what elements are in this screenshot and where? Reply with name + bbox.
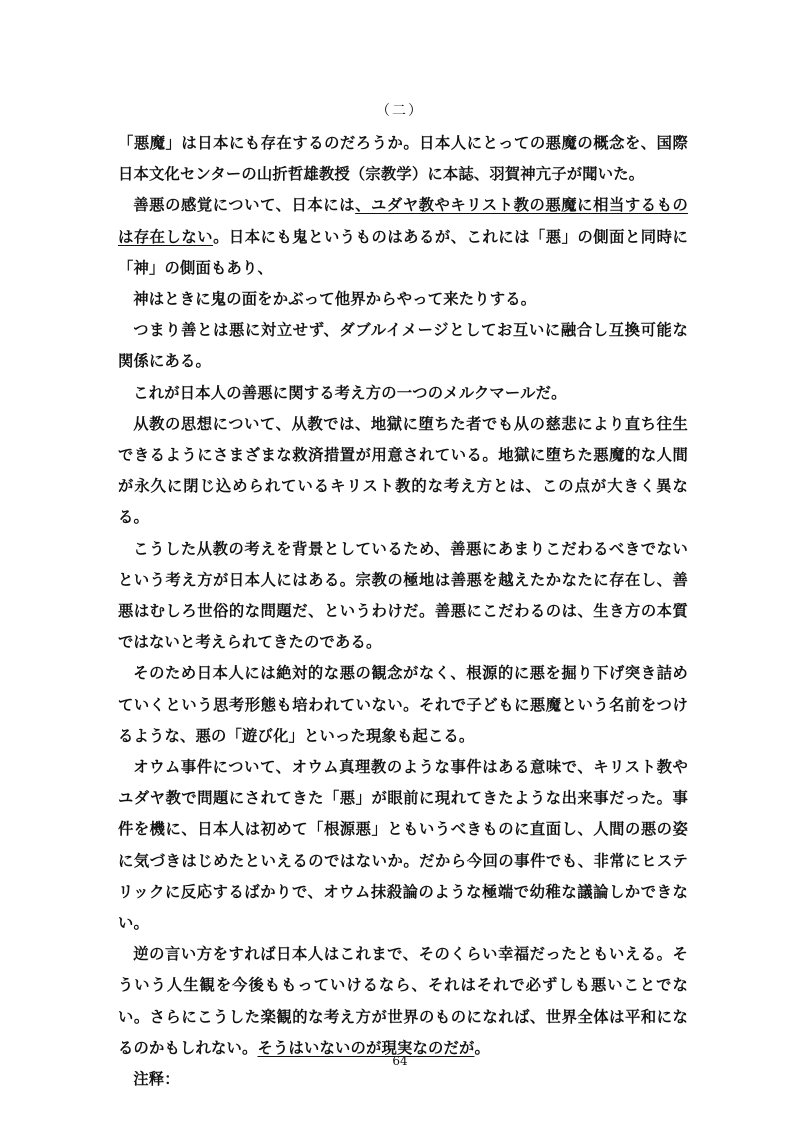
text-segment: 。 <box>474 1038 490 1057</box>
body-text <box>118 128 688 1095</box>
text-segment: これが日本人の善悪に関する考え方の一つのメルクマールだ。 <box>133 383 567 402</box>
paragraph <box>118 939 688 1064</box>
underlined-text: そうはいないのが現実なのだが <box>257 1038 475 1057</box>
text-segment: 逆の言い方をすれば日本人はこれまで、そのくらい幸福だったともいえる。そういう人生観を今後ももっていけるなら、それはそれで必ずしも悪いことでない。さらにこうした楽観的な考え方が世界のものになれば、世界全体は平和になるのかもしれない。 <box>118 945 688 1057</box>
text-segment: こうした从教の考えを背景としているため、善悪にあまりこだわるべきでないという考え方が日本人にはある。宗教の極地は善悪を越えたかなたに存在し、善悪はむしろ世俗的な問題だ、というわけだ。善悪にこだわるのは、生き方の本質ではないと考えられてきたのである。 <box>118 539 688 652</box>
paragraph <box>118 534 688 659</box>
text-segment: 。日本にも鬼というものはあるが、これには「悪」の側面と同時に「神」の側面もあり、 <box>118 227 688 277</box>
text-segment: そのため日本人には絶対的な悪の観念がなく、根源的に悪を掘り下げ突き詰めていくという思考形態も培われていない。それで子どもに悪魔という名前をつけるような、悪の「遊び化」といった現象も起こる。 <box>118 664 688 745</box>
text-segment: つまり善とは悪に対立せず、ダブルイメージとしてお互いに融合し互換可能な関係にある。 <box>118 321 688 371</box>
text-segment: 神はときに鬼の面をかぶって他界からやって来たりする。 <box>133 290 537 309</box>
page-number: 64 <box>392 1054 408 1068</box>
notes-label: 注释： <box>133 1070 180 1089</box>
text-segment: 善悪の感覚について、日本には <box>133 196 356 215</box>
paragraph <box>118 658 688 752</box>
text-segment: オウム事件について、オウム真理教のような事件はある意味で、キリスト教やユダヤ教で問題にされてきた「悪」が眼前に現れてきたような出来事だった。事件を機に、日本人は初めて「根源悪」ともいうべきものに直面し、人間の悪の姿に気づきはじめたといえるのではないか。だから今回の事件でも、非常にヒステリックに反応するばかりで、オウム抹殺論のような極端で幼稚な議論しかできない。 <box>118 758 688 933</box>
text-segment: 从教の思想について、从教では、地獄に堕ちた者でも从の慈悲により直ち往生できるようにさまざまな救済措置が用意されている。地獄に堕ちた悪魔的な人間が永久に閉じ込められているキリスト教的な考え方とは、この点が大きく異なる。 <box>118 414 688 527</box>
paragraph <box>118 409 688 534</box>
section-heading: （二） <box>376 103 424 119</box>
paragraph <box>118 128 688 190</box>
paragraph <box>118 378 688 409</box>
paragraph <box>118 190 688 284</box>
paragraph <box>118 284 688 315</box>
underlined-text: 、ユダヤ教やキリスト教の悪魔に相当するものは存在しない <box>118 196 688 246</box>
paragraph <box>118 752 688 939</box>
text-segment: 「悪魔」は日本にも存在するのだろうか。日本人にとっての悪魔の概念を、国際日本文化センターの山折哲雄教授（宗教学）に本誌、羽賀神亢子が聞いた。 <box>118 134 688 184</box>
paragraph <box>118 315 688 377</box>
